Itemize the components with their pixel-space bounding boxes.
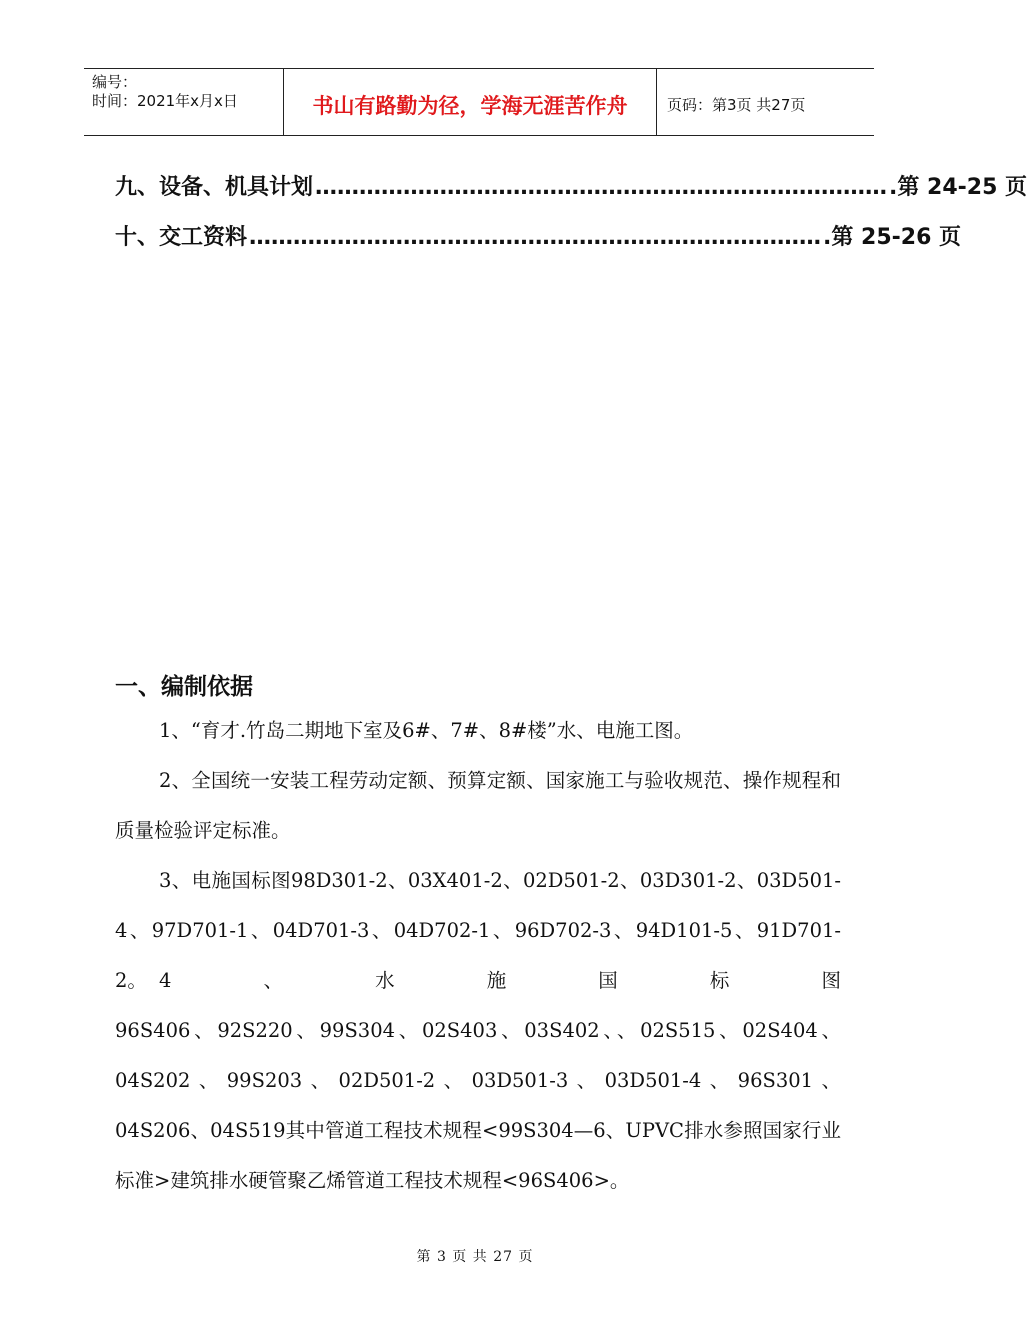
paragraph-1: 1、“育才.竹岛二期地下室及6#、7#、8#楼”水、电施工图。 xyxy=(159,719,694,742)
section-heading: 一、编制依据 xyxy=(115,674,253,700)
toc-entry-title: 十、交工资料 xyxy=(115,225,248,250)
paragraph-4-body: 96S406、92S220、99S304、02S403、03S402、、02S515、02S404、04S202、99S203、02D501-2、03D501-3、03D501-4、96S301、04S206、04S519其中管道工程技术规程<99S304—6、UPVC排水参照国家行业标准>建筑排水硬管聚乙烯管道工程技术规程<96S406>。 xyxy=(115,1019,841,1192)
header-meta xyxy=(84,69,284,135)
p4-token: 施 xyxy=(486,969,507,992)
header-motto: 书山有路勤为径，学海无涯苦作舟 xyxy=(284,69,657,135)
document-header xyxy=(84,68,874,136)
header-page-info: 页码：第3页 共27页 xyxy=(667,95,806,114)
time-label: 时间：2021年x月x日 xyxy=(92,92,238,110)
toc-leader-dots: …………………………………………………………………… xyxy=(249,225,822,250)
paragraph-3: 3、电施国标图98D301-2、03X401-2、02D501-2、03D301-2、03D501-4、97D701-1、04D701-3、04D702-1、96D702-3、94D101-5、91D701-2。 xyxy=(115,869,841,992)
p4-token: 4 xyxy=(159,969,172,992)
toc-entry-9 xyxy=(115,170,1027,201)
p4-token: 国 xyxy=(598,969,618,992)
page-footer: 第 3 页 共 27 页 xyxy=(416,1249,534,1265)
toc-leader-dots: …………………………………………………………………… xyxy=(315,175,888,200)
p4-token: 、 xyxy=(263,969,284,992)
paragraph-4-heading xyxy=(115,956,841,1006)
p4-token: 图 xyxy=(821,969,841,992)
toc-entry-title: 九、设备、机具计划 xyxy=(115,175,314,200)
toc-entry-10 xyxy=(115,220,962,251)
p4-token: 标 xyxy=(709,969,730,992)
toc-entry-page: .第 25-26 页 xyxy=(823,225,962,250)
toc-entry-page: .第 24-25 页 xyxy=(889,175,1027,200)
p4-token: 水 xyxy=(375,969,395,992)
number-label: 编号： xyxy=(92,73,138,91)
paragraph-2: 2、全国统一安装工程劳动定额、预算定额、国家施工与验收规范、操作规程和质量检验评定标准。 xyxy=(115,769,841,842)
